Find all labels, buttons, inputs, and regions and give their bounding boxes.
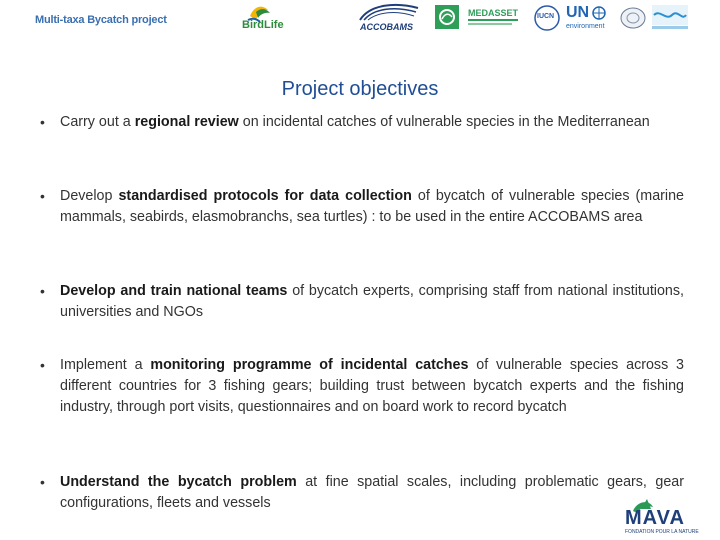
- accobams-text: ACCOBAMS: [360, 22, 413, 32]
- mava-text: MAVA: [625, 507, 685, 529]
- page-title: Project objectives: [281, 78, 439, 100]
- medasset-text: MEDASSET: [468, 8, 519, 18]
- mava-logo: [623, 497, 699, 538]
- un-environment-logo: [566, 0, 616, 36]
- list-item: • Implement a monitoring programme of incidental catches of vulnerable species across 3 different countries for 3 fishing gears; building trust between bycatch experts and the fishing industry, through port visits, questionnaires and on board work to record bycatch: [40, 357, 685, 415]
- iucn-text: IUCN: [537, 13, 555, 20]
- birdlife-text: BirdLife: [242, 19, 284, 31]
- project-title: Multi-taxa Bycatch project: [35, 14, 167, 26]
- list-item: • Carry out a regional review on incidental catches of vulnerable species in the Mediterranean: [40, 112, 684, 133]
- list-item: • Develop and train national teams of bycatch experts, comprising staff from national institutions, universities and NGOs: [40, 283, 684, 320]
- medasset-logo: [468, 0, 528, 36]
- list-item: • Understand the bycatch problem at fine spatial scales, including problematic gears, gear configurations, fleets and vessels: [40, 474, 684, 511]
- bullet-icon: •: [40, 357, 45, 373]
- un-text: UN: [566, 4, 590, 21]
- un-environment-text: environment: [566, 23, 605, 30]
- list-item: • Develop standardised protocols for data collection of bycatch of vulnerable species (marine mammals, seabirds, elasmobranchs, sea turtles) : to be used in the entire ACCOBAMS area: [40, 188, 684, 225]
- bullet-icon: •: [40, 188, 45, 204]
- birdlife-logo: [240, 0, 290, 36]
- iucn-logo: [534, 0, 560, 36]
- spa-rac-logo: [652, 0, 688, 36]
- bullet-icon: •: [40, 114, 45, 130]
- green-emblem-logo: [435, 0, 459, 36]
- seal-emblem-logo: [620, 0, 646, 36]
- mava-subtext: FONDATION POUR LA NATURE: [625, 529, 699, 535]
- bullet-icon: •: [40, 283, 45, 299]
- accobams-logo: [356, 0, 422, 36]
- bullet-icon: •: [40, 474, 45, 490]
